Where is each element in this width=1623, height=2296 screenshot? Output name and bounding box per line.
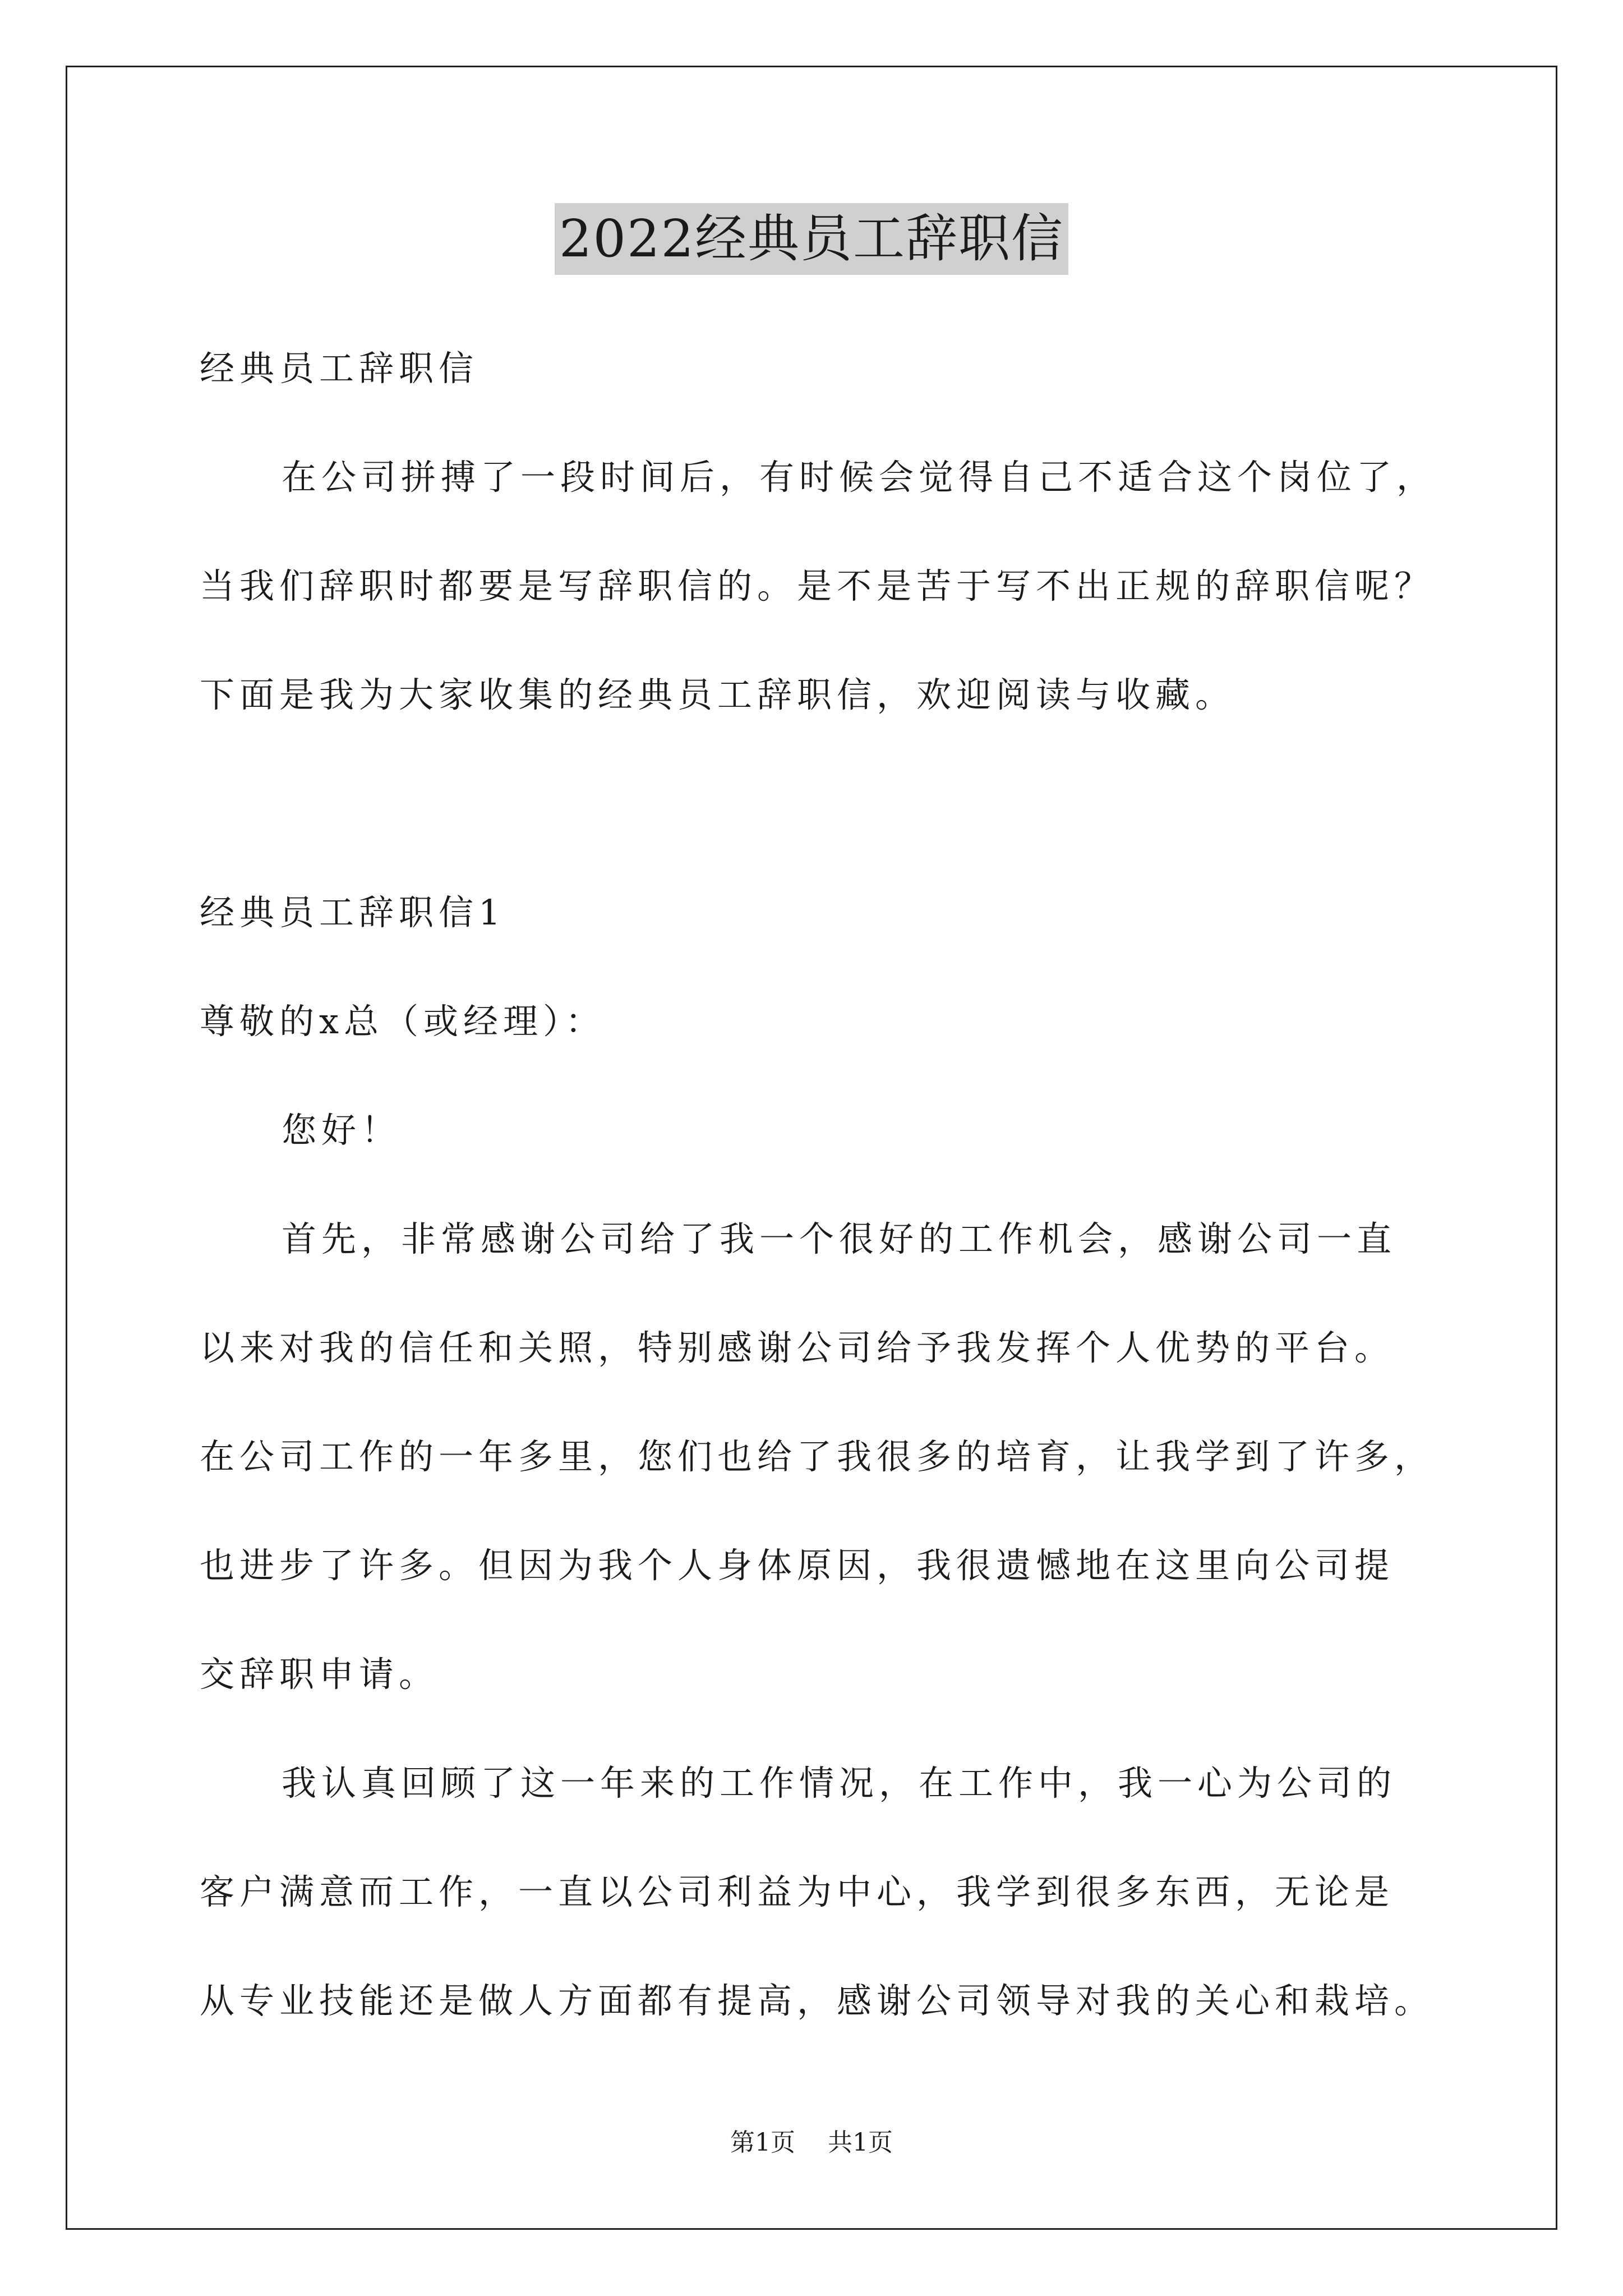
document-title: 2022经典员工辞职信 [555, 203, 1068, 275]
blank-line [200, 749, 1461, 858]
letter-heading: 经典员工辞职信1 [200, 892, 506, 933]
greeting: 您好！ [282, 1110, 402, 1151]
page-footer [0, 2126, 1623, 2160]
paragraph-line: 从专业技能还是做人方面都有提高，感谢公司领导对我的关心和栽培。 [200, 1980, 1435, 2021]
paragraph-line: 在公司拼搏了一段时间后，有时候会觉得自己不适合这个岗位了， [282, 457, 1437, 498]
title-container [0, 203, 1623, 275]
page-total: 共1页 [828, 2128, 893, 2157]
page-number: 第1页 [730, 2128, 795, 2157]
salutation: 尊敬的x总（或经理）： [200, 1001, 605, 1042]
paragraph-line: 也进步了许多。但因为我个人身体原因，我很遗憾地在这里向公司提 [200, 1545, 1395, 1586]
paragraph-line: 下面是我为大家收集的经典员工辞职信，欢迎阅读与收藏。 [200, 674, 1235, 715]
paragraph-line: 客户满意而工作，一直以公司利益为中心，我学到很多东西，无论是 [200, 1871, 1395, 1912]
paragraph-line: 首先，非常感谢公司给了我一个很好的工作机会，感谢公司一直 [282, 1218, 1397, 1259]
paragraph-line: 在公司工作的一年多里，您们也给了我很多的培育，让我学到了许多， [200, 1436, 1435, 1477]
paragraph-line: 以来对我的信任和关照，特别感谢公司给予我发挥个人优势的平台。 [200, 1327, 1395, 1368]
section-heading: 经典员工辞职信 [200, 348, 479, 389]
paragraph-line: 当我们辞职时都要是写辞职信的。是不是苦于写不出正规的辞职信呢？ [200, 565, 1435, 606]
paragraph-line: 我认真回顾了这一年来的工作情况，在工作中，我一心为公司的 [282, 1763, 1397, 1803]
document-body [200, 314, 1461, 2055]
paragraph-line: 交辞职申请。 [200, 1654, 439, 1695]
